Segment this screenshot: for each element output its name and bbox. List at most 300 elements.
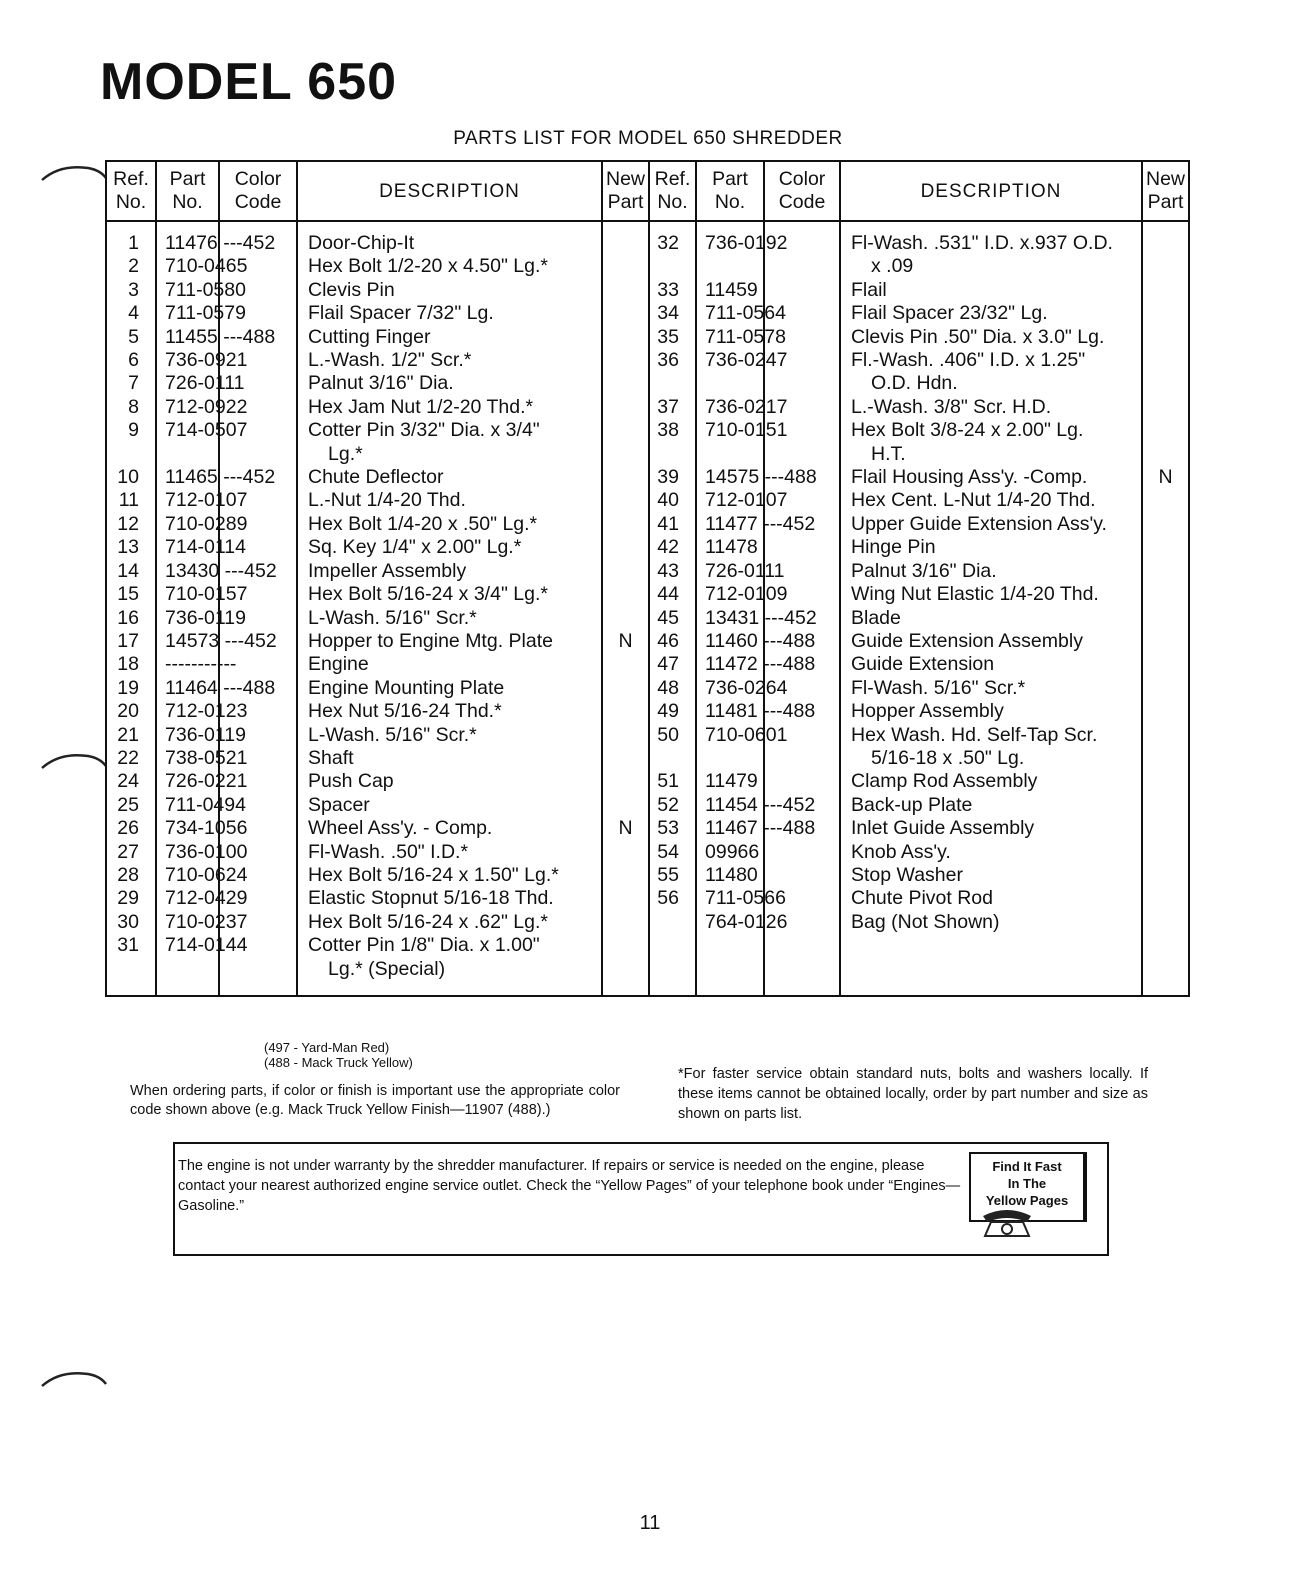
- cell-ref-no: 30: [106, 911, 156, 934]
- cell-part-no: 711-0494: [156, 794, 219, 817]
- cell-ref-no: 6: [106, 349, 156, 372]
- cell-description: Cutting Finger: [297, 326, 602, 349]
- cell-description-right: Flail Spacer 23/32" Lg.: [840, 302, 1142, 325]
- cell-new-part-right: [1142, 255, 1189, 278]
- parts-list-subtitle: PARTS LIST FOR MODEL 650 SHREDDER: [453, 128, 843, 149]
- cell-part-no-right: 11467 ---488: [696, 817, 764, 840]
- cell-ref-no: 5: [106, 326, 156, 349]
- cell-description: Elastic Stopnut 5/16-18 Thd.: [297, 887, 602, 910]
- cell-part-no: 11476 ---452: [156, 221, 219, 255]
- cell-part-no: [156, 443, 219, 466]
- cell-ref-no-right: 48: [649, 677, 696, 700]
- header-description-right: DESCRIPTION: [840, 161, 1142, 221]
- cell-description-right: Fl.-Wash. .406" I.D. x 1.25": [840, 349, 1142, 372]
- table-row: [106, 372, 1189, 395]
- cell-description-right: Flail: [840, 279, 1142, 302]
- cell-new-part-right: [1142, 302, 1189, 325]
- cell-ref-no: 26: [106, 817, 156, 840]
- cell-new-part: [602, 958, 649, 996]
- table-row: [106, 419, 1189, 442]
- cell-part-no-right: 11480: [696, 864, 764, 887]
- cell-description: Sq. Key 1/4" x 2.00" Lg.*: [297, 536, 602, 559]
- cell-description-right: 5/16-18 x .50" Lg.: [840, 747, 1142, 770]
- cell-description-right: Clevis Pin .50" Dia. x 3.0" Lg.: [840, 326, 1142, 349]
- cell-part-no: 11465 ---452: [156, 466, 219, 489]
- cell-new-part-right: [1142, 419, 1189, 442]
- cell-new-part-right: [1142, 934, 1189, 957]
- cell-new-part: [602, 653, 649, 676]
- color-code-yellow: (488 - Mack Truck Yellow): [264, 1055, 413, 1070]
- cell-ref-no-right: 39: [649, 466, 696, 489]
- cell-description-right: Hinge Pin: [840, 536, 1142, 559]
- cell-new-part-right: [1142, 864, 1189, 887]
- cell-description: Lg.* (Special): [297, 958, 602, 996]
- cell-ref-no: 24: [106, 770, 156, 793]
- cell-part-no-right: 711-0566: [696, 887, 764, 910]
- cell-ref-no-right: 55: [649, 864, 696, 887]
- cell-part-no: 711-0580: [156, 279, 219, 302]
- cell-new-part-right: [1142, 653, 1189, 676]
- cell-part-no: 714-0144: [156, 934, 219, 957]
- cell-color-code-right: [764, 770, 840, 793]
- cell-ref-no: 8: [106, 396, 156, 419]
- header-ref-no: Ref. No.: [106, 161, 156, 221]
- cell-new-part: N: [602, 817, 649, 840]
- cell-part-no-right: 710-0151: [696, 419, 764, 442]
- cell-ref-no: 12: [106, 513, 156, 536]
- cell-description-right: Blade: [840, 607, 1142, 630]
- cell-description-right: Hopper Assembly: [840, 700, 1142, 723]
- cell-new-part: [602, 864, 649, 887]
- badge-line-2: In The: [1007, 1176, 1047, 1191]
- cell-new-part-right: N: [1142, 466, 1189, 489]
- cell-ref-no-right: [649, 934, 696, 957]
- table-row: [106, 817, 1189, 840]
- cell-color-code-right: [764, 934, 840, 957]
- cell-new-part: [602, 489, 649, 512]
- cell-description: Hex Jam Nut 1/2-20 Thd.*: [297, 396, 602, 419]
- cell-description-right: Chute Pivot Rod: [840, 887, 1142, 910]
- page-number: 11: [639, 1512, 661, 1534]
- cell-ref-no-right: 34: [649, 302, 696, 325]
- cell-ref-no-right: 41: [649, 513, 696, 536]
- cell-part-no-right: 11481 ---488: [696, 700, 764, 723]
- cell-color-code-right: [764, 279, 840, 302]
- cell-description: Impeller Assembly: [297, 560, 602, 583]
- cell-part-no: 734-1056: [156, 817, 219, 840]
- cell-part-no-right: 11459: [696, 279, 764, 302]
- cell-description: Fl-Wash. .50" I.D.*: [297, 841, 602, 864]
- cell-part-no-right: 09966: [696, 841, 764, 864]
- cell-description-right: Guide Extension Assembly: [840, 630, 1142, 653]
- cell-new-part: [602, 466, 649, 489]
- cell-ref-no: 25: [106, 794, 156, 817]
- cell-ref-no: 1: [106, 221, 156, 255]
- cell-part-no: 736-0100: [156, 841, 219, 864]
- cell-new-part-right: [1142, 958, 1189, 996]
- cell-description: Hex Bolt 5/16-24 x 1.50" Lg.*: [297, 864, 602, 887]
- cell-ref-no: 15: [106, 583, 156, 606]
- cell-description: Flail Spacer 7/32" Lg.: [297, 302, 602, 325]
- cell-description-right: Knob Ass'y.: [840, 841, 1142, 864]
- cell-description: Lg.*: [297, 443, 602, 466]
- table-row: [106, 583, 1189, 606]
- cell-ref-no-right: [649, 747, 696, 770]
- cell-part-no-right: 11478: [696, 536, 764, 559]
- cell-description: L.-Nut 1/4-20 Thd.: [297, 489, 602, 512]
- cell-description-right: [840, 934, 1142, 957]
- cell-description-right: Clamp Rod Assembly: [840, 770, 1142, 793]
- engine-warranty-box: [173, 1142, 1109, 1256]
- cell-new-part-right: [1142, 630, 1189, 653]
- cell-new-part: [602, 279, 649, 302]
- cell-part-no-right: 764-0126: [696, 911, 764, 934]
- cell-description-right: O.D. Hdn.: [840, 372, 1142, 395]
- cell-part-no: 11455 ---488: [156, 326, 219, 349]
- cell-part-no: 14573 ---452: [156, 630, 219, 653]
- cell-ref-no: 9: [106, 419, 156, 442]
- table-row: [106, 911, 1189, 934]
- cell-description: Hex Bolt 5/16-24 x .62" Lg.*: [297, 911, 602, 934]
- cell-part-no: 726-0111: [156, 372, 219, 395]
- cell-new-part: [602, 513, 649, 536]
- header-color-code-right: Color Code: [764, 161, 840, 221]
- cell-description-right: Wing Nut Elastic 1/4-20 Thd.: [840, 583, 1142, 606]
- table-row: [106, 607, 1189, 630]
- table-row: [106, 443, 1189, 466]
- badge-line-3: Yellow Pages: [985, 1193, 1069, 1208]
- cell-new-part: [602, 419, 649, 442]
- cell-part-no-right: [696, 958, 764, 996]
- cell-description-right: Fl-Wash. .531" I.D. x.937 O.D.: [840, 221, 1142, 255]
- table-row: [106, 794, 1189, 817]
- cell-new-part: [602, 607, 649, 630]
- header-ref-no-right: Ref. No.: [649, 161, 696, 221]
- cell-part-no-right: [696, 255, 764, 278]
- cell-part-no-right: 11454 ---452: [696, 794, 764, 817]
- cell-part-no-right: 710-0601: [696, 724, 764, 747]
- cell-color-code: [219, 443, 297, 466]
- cell-description: Door-Chip-It: [297, 221, 602, 255]
- color-code-legend: [264, 1040, 413, 1070]
- cell-ref-no-right: 40: [649, 489, 696, 512]
- cell-ref-no-right: 47: [649, 653, 696, 676]
- cell-part-no: 714-0114: [156, 536, 219, 559]
- cell-part-no: 710-0237: [156, 911, 219, 934]
- cell-description: L-Wash. 5/16" Scr.*: [297, 607, 602, 630]
- header-new-part: New Part: [602, 161, 649, 221]
- telephone-icon: [977, 1206, 1037, 1238]
- cell-description: Chute Deflector: [297, 466, 602, 489]
- cell-new-part: [602, 934, 649, 957]
- cell-ref-no-right: 54: [649, 841, 696, 864]
- table-row: [106, 466, 1189, 489]
- cell-description: Palnut 3/16" Dia.: [297, 372, 602, 395]
- cell-new-part: [602, 302, 649, 325]
- cell-new-part: [602, 911, 649, 934]
- table-row: [106, 279, 1189, 302]
- header-color-code: Color Code: [219, 161, 297, 221]
- punch-hole-mark-middle: [40, 750, 110, 770]
- cell-description: Push Cap: [297, 770, 602, 793]
- cell-new-part-right: [1142, 560, 1189, 583]
- cell-ref-no: 18: [106, 653, 156, 676]
- cell-ref-no: 16: [106, 607, 156, 630]
- cell-new-part: [602, 536, 649, 559]
- cell-ref-no-right: [649, 911, 696, 934]
- cell-description: Engine: [297, 653, 602, 676]
- cell-description-right: Back-up Plate: [840, 794, 1142, 817]
- cell-part-no-right: 712-0109: [696, 583, 764, 606]
- cell-new-part-right: [1142, 794, 1189, 817]
- cell-color-code-right: [764, 747, 840, 770]
- cell-part-no: 710-0289: [156, 513, 219, 536]
- cell-part-no-right: 13431 ---452: [696, 607, 764, 630]
- cell-part-no-right: 11460 ---488: [696, 630, 764, 653]
- cell-new-part-right: [1142, 349, 1189, 372]
- cell-new-part: [602, 583, 649, 606]
- cell-description: L.-Wash. 1/2" Scr.*: [297, 349, 602, 372]
- cell-ref-no-right: 49: [649, 700, 696, 723]
- cell-description-right: L.-Wash. 3/8" Scr. H.D.: [840, 396, 1142, 419]
- cell-new-part: N: [602, 630, 649, 653]
- cell-ref-no: 7: [106, 372, 156, 395]
- cell-part-no-right: 736-0247: [696, 349, 764, 372]
- cell-part-no-right: [696, 747, 764, 770]
- cell-ref-no-right: 46: [649, 630, 696, 653]
- cell-new-part: [602, 887, 649, 910]
- table-row: [106, 489, 1189, 512]
- cell-ref-no-right: 43: [649, 560, 696, 583]
- table-row: [106, 560, 1189, 583]
- cell-description: Cotter Pin 1/8" Dia. x 1.00": [297, 934, 602, 957]
- cell-ref-no-right: 53: [649, 817, 696, 840]
- header-new-part-right: New Part: [1142, 161, 1189, 221]
- cell-description-right: H.T.: [840, 443, 1142, 466]
- cell-part-no-right: 711-0564: [696, 302, 764, 325]
- cell-ref-no-right: 45: [649, 607, 696, 630]
- cell-new-part-right: [1142, 513, 1189, 536]
- cell-description: L-Wash. 5/16" Scr.*: [297, 724, 602, 747]
- cell-description: Hopper to Engine Mtg. Plate: [297, 630, 602, 653]
- table-row: [106, 536, 1189, 559]
- cell-description-right: Upper Guide Extension Ass'y.: [840, 513, 1142, 536]
- table-row: [106, 958, 1189, 996]
- cell-part-no-right: 736-0217: [696, 396, 764, 419]
- cell-part-no: 738-0521: [156, 747, 219, 770]
- cell-ref-no-right: 37: [649, 396, 696, 419]
- cell-description-right: Stop Washer: [840, 864, 1142, 887]
- cell-part-no-right: 726-0111: [696, 560, 764, 583]
- cell-part-no: 726-0221: [156, 770, 219, 793]
- cell-new-part: [602, 841, 649, 864]
- cell-new-part: [602, 349, 649, 372]
- ordering-note: When ordering parts, if color or finish is important use the appropriate color code shown above (e.g. Mack Truck Yellow Finish—11907 (488).): [130, 1083, 620, 1118]
- cell-ref-no: 27: [106, 841, 156, 864]
- cell-new-part: [602, 747, 649, 770]
- table-row: [106, 349, 1189, 372]
- cell-ref-no-right: 56: [649, 887, 696, 910]
- cell-new-part-right: [1142, 489, 1189, 512]
- table-row: [106, 724, 1189, 747]
- cell-part-no-right: 11477 ---452: [696, 513, 764, 536]
- cell-description: Shaft: [297, 747, 602, 770]
- cell-part-no: [156, 958, 219, 996]
- cell-part-no: 712-0107: [156, 489, 219, 512]
- cell-new-part-right: [1142, 396, 1189, 419]
- parts-table-body: [106, 221, 1189, 996]
- color-code-red: (497 - Yard-Man Red): [264, 1040, 390, 1055]
- table-row: [106, 770, 1189, 793]
- table-row: [106, 653, 1189, 676]
- cell-description: Hex Bolt 1/2-20 x 4.50" Lg.*: [297, 255, 602, 278]
- cell-new-part: [602, 560, 649, 583]
- cell-description-right: Hex Bolt 3/8-24 x 2.00" Lg.: [840, 419, 1142, 442]
- badge-line-1: Find It Fast: [992, 1159, 1062, 1174]
- cell-ref-no: 28: [106, 864, 156, 887]
- cell-color-code-right: [764, 372, 840, 395]
- punch-hole-mark-top: [40, 162, 110, 182]
- cell-new-part: [602, 221, 649, 255]
- cell-part-no: 11464 ---488: [156, 677, 219, 700]
- cell-description: Hex Bolt 1/4-20 x .50" Lg.*: [297, 513, 602, 536]
- cell-ref-no-right: 35: [649, 326, 696, 349]
- parts-list-table: [105, 160, 1190, 997]
- cell-description-right: Bag (Not Shown): [840, 911, 1142, 934]
- cell-new-part: [602, 443, 649, 466]
- cell-description-right: Guide Extension: [840, 653, 1142, 676]
- cell-ref-no: 20: [106, 700, 156, 723]
- cell-new-part: [602, 770, 649, 793]
- cell-new-part-right: [1142, 326, 1189, 349]
- cell-ref-no: 21: [106, 724, 156, 747]
- cell-description-right: Palnut 3/16" Dia.: [840, 560, 1142, 583]
- cell-part-no: -----------: [156, 653, 219, 676]
- cell-part-no: 710-0157: [156, 583, 219, 606]
- cell-ref-no: 31: [106, 934, 156, 957]
- punch-hole-mark-bottom: [40, 1368, 110, 1388]
- cell-new-part-right: [1142, 443, 1189, 466]
- cell-new-part-right: [1142, 607, 1189, 630]
- cell-ref-no-right: 38: [649, 419, 696, 442]
- cell-part-no: 712-0429: [156, 887, 219, 910]
- service-note: *For faster service obtain standard nuts, bolts and washers locally. If these items cannot be obtained locally, order by part number and size as shown on parts list.: [678, 1066, 1148, 1122]
- cell-description-right: Fl-Wash. 5/16" Scr.*: [840, 677, 1142, 700]
- cell-part-no: 736-0921: [156, 349, 219, 372]
- cell-part-no-right: 736-0264: [696, 677, 764, 700]
- table-row: [106, 700, 1189, 723]
- table-row: [106, 677, 1189, 700]
- cell-color-code-right: [764, 443, 840, 466]
- cell-description-right: Hex Cent. L-Nut 1/4-20 Thd.: [840, 489, 1142, 512]
- cell-part-no: 710-0624: [156, 864, 219, 887]
- table-row: [106, 934, 1189, 957]
- table-row: [106, 255, 1189, 278]
- cell-new-part-right: [1142, 724, 1189, 747]
- cell-color-code-right: [764, 958, 840, 996]
- cell-part-no: 712-0123: [156, 700, 219, 723]
- cell-ref-no: 22: [106, 747, 156, 770]
- table-row: [106, 302, 1189, 325]
- cell-ref-no-right: 42: [649, 536, 696, 559]
- cell-new-part: [602, 794, 649, 817]
- cell-ref-no-right: 33: [649, 279, 696, 302]
- cell-part-no-right: 11479: [696, 770, 764, 793]
- cell-description-right: Hex Wash. Hd. Self-Tap Scr.: [840, 724, 1142, 747]
- engine-warranty-text: The engine is not under warranty by the shredder manufacturer. If repairs or service is needed on the engine, please contact your nearest authorized engine service outlet. Check the “Yellow Pages” of your telephone book under “Engines—Gasoline.”: [178, 1158, 961, 1214]
- cell-new-part: [602, 677, 649, 700]
- cell-part-no-right: [696, 443, 764, 466]
- cell-ref-no-right: 44: [649, 583, 696, 606]
- cell-ref-no: 2: [106, 255, 156, 278]
- cell-ref-no-right: [649, 372, 696, 395]
- cell-ref-no: [106, 958, 156, 996]
- table-header-row: [106, 161, 1189, 221]
- table-row: [106, 396, 1189, 419]
- cell-color-code-right: [764, 864, 840, 887]
- cell-description: Hex Bolt 5/16-24 x 3/4" Lg.*: [297, 583, 602, 606]
- cell-new-part: [602, 326, 649, 349]
- cell-ref-no: 19: [106, 677, 156, 700]
- cell-description: Wheel Ass'y. - Comp.: [297, 817, 602, 840]
- cell-description-right: x .09: [840, 255, 1142, 278]
- cell-ref-no-right: [649, 255, 696, 278]
- cell-ref-no: [106, 443, 156, 466]
- cell-ref-no: 17: [106, 630, 156, 653]
- cell-new-part: [602, 724, 649, 747]
- cell-ref-no-right: 52: [649, 794, 696, 817]
- cell-new-part-right: [1142, 536, 1189, 559]
- cell-part-no: 13430 ---452: [156, 560, 219, 583]
- cell-description: Clevis Pin: [297, 279, 602, 302]
- cell-new-part-right: [1142, 700, 1189, 723]
- cell-ref-no-right: 36: [649, 349, 696, 372]
- cell-ref-no-right: [649, 958, 696, 996]
- table-row: [106, 221, 1189, 255]
- table-row: [106, 864, 1189, 887]
- cell-part-no-right: [696, 372, 764, 395]
- cell-new-part-right: [1142, 817, 1189, 840]
- cell-part-no-right: 11472 ---488: [696, 653, 764, 676]
- cell-ref-no-right: [649, 443, 696, 466]
- cell-description: Cotter Pin 3/32" Dia. x 3/4": [297, 419, 602, 442]
- cell-ref-no: 11: [106, 489, 156, 512]
- page-title: MODEL 650: [100, 53, 398, 111]
- cell-description-right: [840, 958, 1142, 996]
- cell-part-no: 736-0119: [156, 607, 219, 630]
- cell-description: Hex Nut 5/16-24 Thd.*: [297, 700, 602, 723]
- table-row: [106, 513, 1189, 536]
- cell-color-code-right: [764, 255, 840, 278]
- cell-description-right: Inlet Guide Assembly: [840, 817, 1142, 840]
- cell-ref-no: 29: [106, 887, 156, 910]
- header-part-no-right: Part No.: [696, 161, 764, 221]
- header-part-no: Part No.: [156, 161, 219, 221]
- table-row: [106, 747, 1189, 770]
- cell-new-part-right: [1142, 677, 1189, 700]
- cell-new-part-right: [1142, 372, 1189, 395]
- cell-new-part-right: [1142, 583, 1189, 606]
- cell-part-no: 711-0579: [156, 302, 219, 325]
- cell-part-no: 712-0922: [156, 396, 219, 419]
- cell-new-part: [602, 372, 649, 395]
- cell-color-code-right: [764, 536, 840, 559]
- cell-new-part-right: [1142, 279, 1189, 302]
- header-description: DESCRIPTION: [297, 161, 602, 221]
- table-row: [106, 887, 1189, 910]
- cell-new-part-right: [1142, 221, 1189, 255]
- cell-new-part-right: [1142, 887, 1189, 910]
